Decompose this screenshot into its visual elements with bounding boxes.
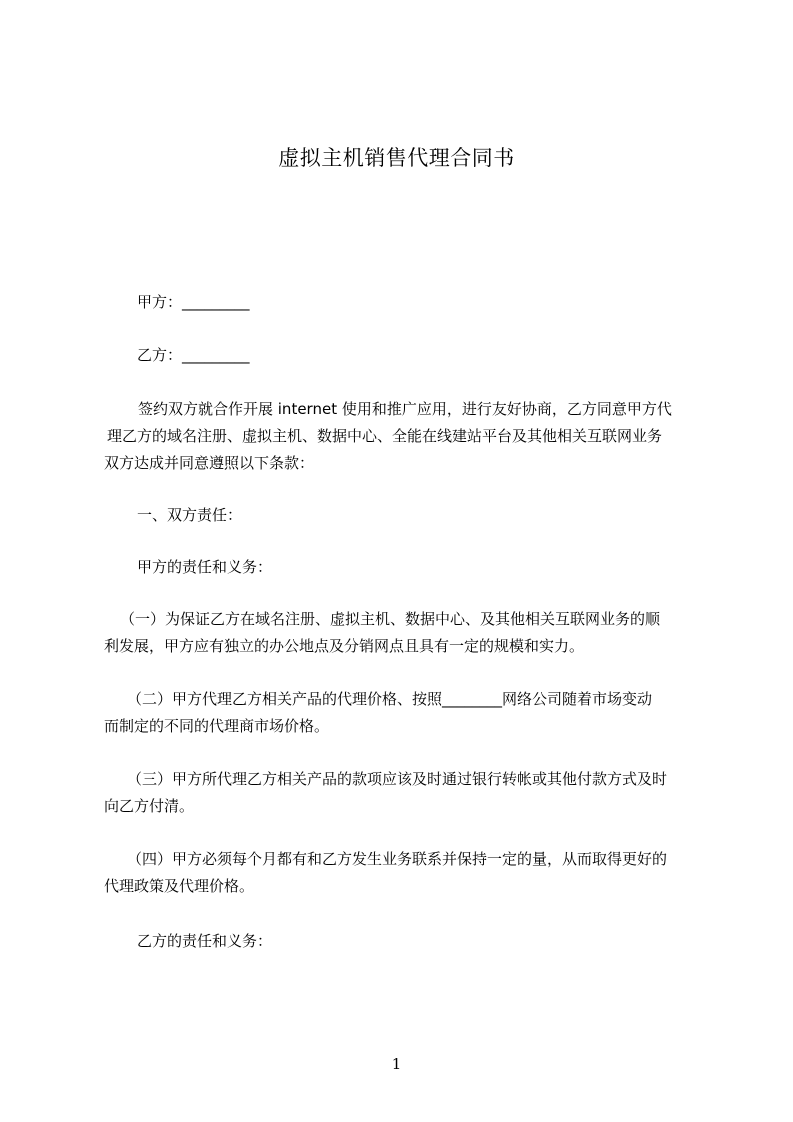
clause-line: 利发展，甲方应有独立的办公地点及分销网点且具有一定的规模和实力。 bbox=[104, 637, 585, 655]
party-a-duties-heading: 甲方的责任和义务： bbox=[137, 558, 273, 576]
clause-line: 向乙方付清。 bbox=[104, 797, 195, 815]
clause-line: （二）甲方代理乙方相关产品的代理价格、按照________网络公司随着市场变动 bbox=[127, 690, 653, 708]
clause-4 bbox=[104, 846, 704, 900]
intro-line: 签约双方就合作开展 internet 使用和推广应用，进行友好协商，乙方同意甲方代 bbox=[138, 400, 672, 418]
intro-line: 理乙方的域名注册、虚拟主机、数据中心、全能在线建站平台及其他相关互联网业务 bbox=[107, 427, 663, 445]
party-a-line: 甲方：_________ bbox=[137, 293, 250, 311]
clause-line: （三）甲方所代理乙方相关产品的款项应该及时通过银行转帐或其他付款方式及时 bbox=[127, 770, 668, 788]
clause-2 bbox=[104, 686, 704, 740]
clause-3 bbox=[104, 766, 704, 820]
party-b-duties-heading: 乙方的责任和义务： bbox=[137, 932, 273, 950]
intro-line: 双方达成并同意遵照以下条款： bbox=[104, 454, 315, 472]
party-b-line: 乙方：_________ bbox=[137, 346, 250, 364]
intro-paragraph bbox=[104, 396, 704, 477]
clause-line: 代理政策及代理价格。 bbox=[104, 877, 255, 895]
page-number: 1 bbox=[391, 1055, 402, 1073]
clause-line: （一）为保证乙方在域名注册、虚拟主机、数据中心、及其他相关互联网业务的顺 bbox=[120, 610, 661, 628]
clause-line: （四）甲方必须每个月都有和乙方发生业务联系并保持一定的量，从而取得更好的 bbox=[127, 850, 668, 868]
clause-line: 而制定的不同的代理商市场价格。 bbox=[104, 717, 330, 735]
section-heading: 一、双方责任： bbox=[137, 506, 243, 524]
clause-1 bbox=[104, 606, 704, 660]
document-title: 虚拟主机销售代理合同书 bbox=[278, 146, 515, 170]
